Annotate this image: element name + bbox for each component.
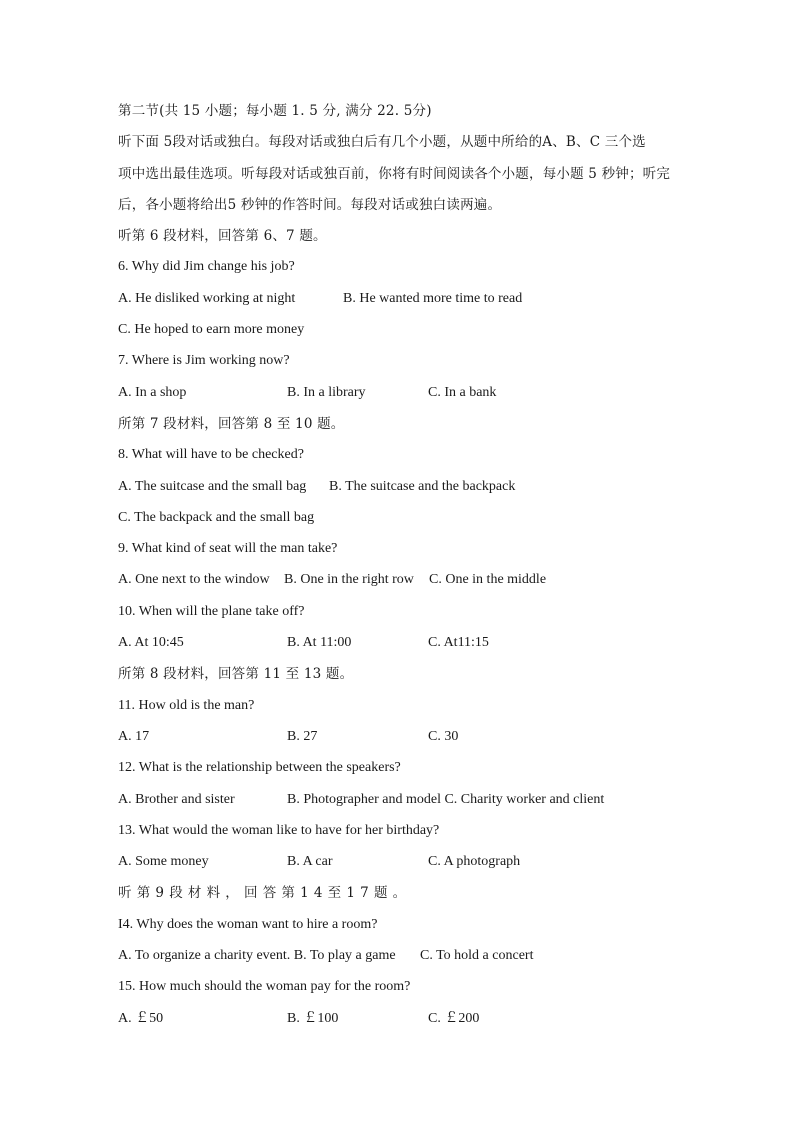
option-b-and-c[interactable]: B. Photographer and model C. Charity worker and client	[287, 791, 605, 807]
options-row	[118, 632, 698, 663]
question-stem: 9. What kind of seat will the man take?	[118, 541, 338, 557]
options-row	[118, 851, 698, 882]
option-b[interactable]: B. One in the right row	[284, 572, 414, 588]
options-row	[118, 1008, 698, 1039]
option-c[interactable]: C. The backpack and the small bag	[118, 509, 315, 525]
option-c[interactable]: C. To hold a concert	[420, 948, 534, 964]
question-stem: I4. Why does the woman want to hire a room?	[118, 916, 378, 932]
option-a[interactable]: A. 17	[118, 728, 150, 744]
question-stem: 13. What would the woman like to have for her birthday?	[118, 822, 440, 838]
options-row	[118, 726, 698, 757]
options-row	[118, 288, 698, 319]
instructions-line-2: 项中选出最佳选项。听每段对话或独百前，你将有时间阅读各个小题，每小题 5 秒钟；听完	[118, 165, 671, 182]
option-c[interactable]: C. A photograph	[428, 854, 521, 870]
question-stem: 7. Where is Jim working now?	[118, 353, 290, 369]
options-row	[118, 382, 698, 413]
option-a[interactable]: A. The suitcase and the small bag	[118, 478, 307, 494]
group-intro: 所第 7 段材料，回答第 8 至 10 题。	[118, 415, 345, 432]
option-b[interactable]: B. He wanted more time to read	[343, 290, 523, 306]
option-a[interactable]: A. At 10:45	[118, 635, 184, 651]
option-c[interactable]: C. 30	[428, 728, 459, 744]
question-stem: 8. What will have to be checked?	[118, 447, 304, 463]
instructions-line-3: 后，各小题将给出5 秒钟的作答时间。每段对话或独白读两遍。	[118, 196, 502, 213]
option-a[interactable]: A. Some money	[118, 854, 209, 870]
exam-page	[118, 100, 698, 1039]
option-b[interactable]: B. 27	[287, 728, 318, 744]
question-stem: 11. How old is the man?	[118, 697, 255, 713]
section-heading: 第二节(共 15 小题；每小题 1. 5 分, 满分 22. 5分)	[118, 103, 432, 119]
options-row	[118, 507, 698, 538]
option-a-and-b[interactable]: A. To organize a charity event. B. To play a game	[118, 948, 396, 964]
option-c[interactable]: C. He hoped to earn more money	[118, 322, 305, 338]
option-c[interactable]: C. In a bank	[428, 384, 497, 400]
option-b[interactable]: B. At 11:00	[287, 635, 352, 651]
options-row	[118, 945, 698, 976]
option-b[interactable]: B. The suitcase and the backpack	[329, 478, 516, 494]
option-c[interactable]: C. At11:15	[428, 635, 489, 651]
options-row	[118, 569, 698, 600]
options-row	[118, 476, 698, 507]
group-intro: 听第 6 段材料，回答第 6、7 题。	[118, 228, 327, 245]
option-a[interactable]: A. Brother and sister	[118, 791, 235, 807]
question-stem: 15. How much should the woman pay for the room?	[118, 979, 411, 995]
question-stem: 10. When will the plane take off?	[118, 603, 305, 619]
group-intro: 听第9段材料，回答第14至17题。	[118, 885, 412, 902]
option-a[interactable]: A. In a shop	[118, 384, 187, 400]
group-intro: 所第 8 段材料，回答第 11 至 13 题。	[118, 666, 354, 683]
option-c[interactable]: C. One in the middle	[429, 572, 547, 588]
option-a[interactable]: A. He disliked working at night	[118, 290, 296, 306]
options-row	[118, 319, 698, 350]
options-row	[118, 789, 698, 820]
question-stem: 12. What is the relationship between the speakers?	[118, 760, 401, 776]
option-b[interactable]: B. In a library	[287, 384, 366, 400]
option-b[interactable]: B. ￡100	[287, 1010, 339, 1026]
option-a[interactable]: A. ￡50	[118, 1010, 164, 1026]
option-c[interactable]: C. ￡200	[428, 1010, 480, 1026]
option-a[interactable]: A. One next to the window	[118, 572, 270, 588]
instructions-line-1: 听下面 5段对话或独白。每段对话或独白后有几个小题，从题中所给的A、B、C 三个选	[118, 134, 646, 151]
question-stem: 6. Why did Jim change his job?	[118, 259, 295, 275]
option-b[interactable]: B. A car	[287, 854, 333, 870]
